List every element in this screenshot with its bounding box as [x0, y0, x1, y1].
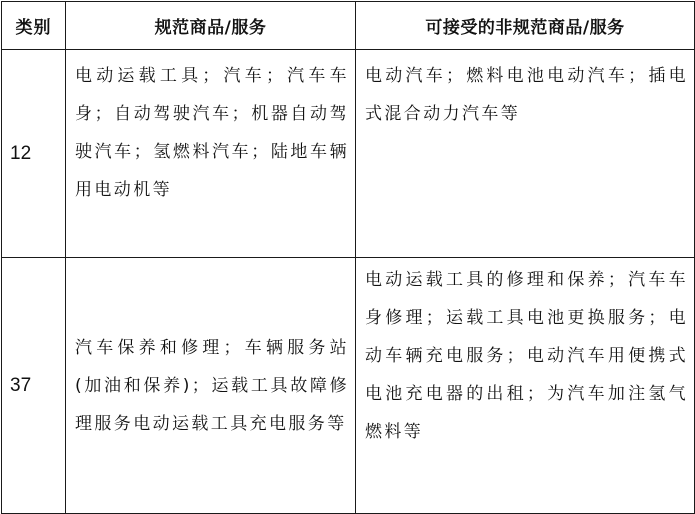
- standard-services-cell: 汽车保养和修理；车辆服务站(加油和保养)；运载工具故障修理服务电动运载工具充电服务等: [66, 258, 356, 514]
- header-standard: 规范商品/服务: [66, 2, 356, 50]
- header-class: 类别: [2, 2, 66, 50]
- table-row: [2, 258, 695, 514]
- header-row: [2, 2, 695, 50]
- acceptable-services-cell: 电动运载工具的修理和保养；汽车车身修理；运载工具电池更换服务；电动车辆充电服务；电动汽车用便携式电池充电器的出租；为汽车加注氢气燃料等: [356, 258, 695, 514]
- standard-goods-cell: 电动运载工具；汽车；汽车车身；自动驾驶汽车；机器自动驾驶汽车；氢燃料汽车；陆地车辆用电动机等: [66, 50, 356, 258]
- goods-services-table: [1, 1, 695, 514]
- class-number-cell: 12: [2, 50, 66, 258]
- class-number-cell: 37: [2, 258, 66, 514]
- table-row: [2, 50, 695, 258]
- acceptable-goods-cell: 电动汽车；燃料电池电动汽车；插电式混合动力汽车等: [356, 50, 695, 258]
- header-acceptable: 可接受的非规范商品/服务: [356, 2, 695, 50]
